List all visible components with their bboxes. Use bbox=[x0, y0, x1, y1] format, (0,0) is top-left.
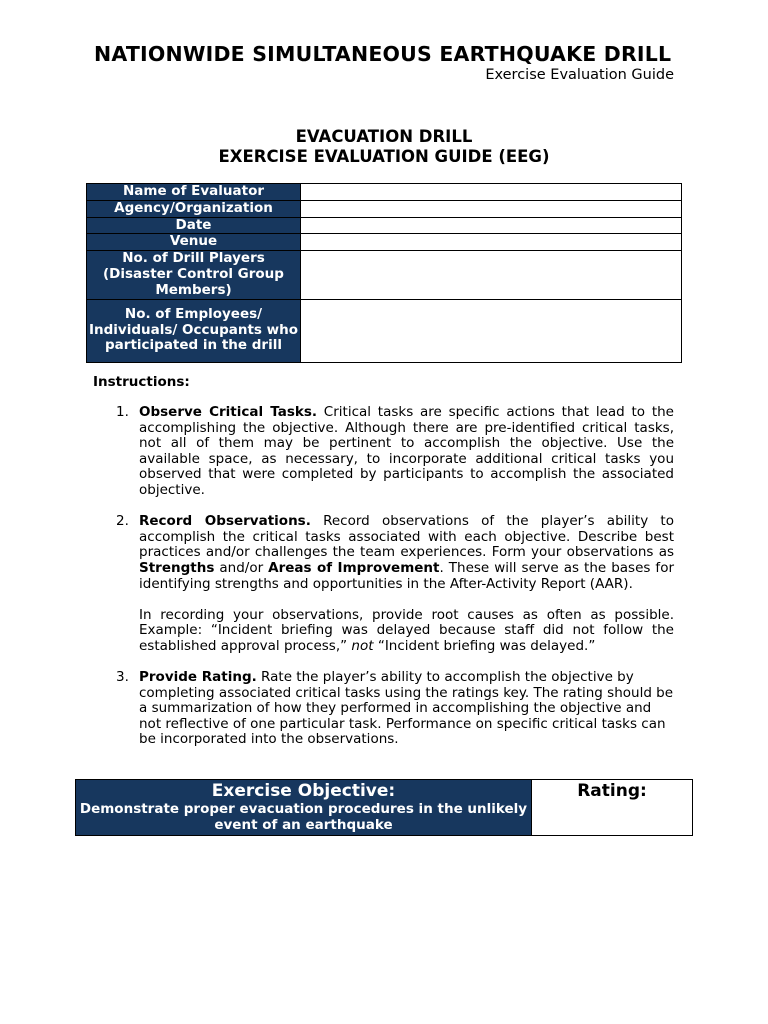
evaluator-name-field[interactable] bbox=[301, 184, 682, 201]
page-title: NATIONWIDE SIMULTANEOUS EARTHQUAKE DRILL bbox=[94, 42, 672, 66]
step-text: . These will serve as the bases for identifying strengths and opportunities in the After-Activity Report (AAR). bbox=[139, 559, 674, 592]
rating-label: Rating: bbox=[577, 781, 647, 801]
drill-players-label: No. of Drill Players (Disaster Control Group Members) bbox=[87, 251, 301, 299]
table-row bbox=[87, 234, 682, 251]
step-title: Record Observations. bbox=[139, 513, 311, 530]
list-item bbox=[112, 670, 674, 748]
strengths-term: Strengths bbox=[139, 559, 215, 576]
table-row bbox=[87, 200, 682, 217]
emphasis-not: not bbox=[351, 637, 374, 654]
venue-field[interactable] bbox=[301, 234, 682, 251]
evaluator-name-label: Name of Evaluator bbox=[87, 184, 301, 201]
step-number: 2. bbox=[116, 513, 129, 530]
objective-title: Exercise Objective: bbox=[211, 781, 396, 801]
table-row bbox=[87, 299, 682, 362]
step-paragraph bbox=[139, 405, 674, 499]
step-paragraph bbox=[139, 670, 674, 748]
venue-label: Venue bbox=[87, 234, 301, 251]
date-label: Date bbox=[87, 217, 301, 234]
drill-heading bbox=[0, 127, 768, 167]
list-item bbox=[112, 514, 674, 654]
agency-field[interactable] bbox=[301, 200, 682, 217]
date-field[interactable] bbox=[301, 217, 682, 234]
step-text: Rate the player’s ability to accomplish the objective by completing associated critical tasks using the ratings key. The rating should be a summarization of how they performed in accomplishing the objective and not reflective of one particular task. Performance on specific critical tasks can be incorporated into the observations. bbox=[139, 669, 674, 748]
step-number: 3. bbox=[116, 669, 129, 686]
step-text: In recording your observations, provide root causes as often as possible. Example: “Incident briefing was delayed because staff did not follow the established approval process,” bbox=[139, 606, 674, 654]
step-text: “Incident briefing was delayed.” bbox=[373, 637, 596, 654]
step-title: Observe Critical Tasks. bbox=[139, 404, 318, 420]
drill-players-field[interactable] bbox=[301, 251, 682, 299]
page-subtitle: Exercise Evaluation Guide bbox=[485, 67, 674, 83]
drill-heading-line1: EVACUATION DRILL bbox=[295, 127, 473, 146]
step-text: and/or bbox=[214, 559, 269, 576]
instructions-label: Instructions: bbox=[93, 374, 190, 390]
step-paragraph bbox=[139, 514, 674, 592]
objective-text: Demonstrate proper evacuation procedures in the unlikely event of an earthquake bbox=[79, 801, 528, 833]
drill-heading-line2: EXERCISE EVALUATION GUIDE (EEG) bbox=[218, 147, 550, 166]
step-text: Record observations of the player’s ability to accomplish the critical tasks associated with each objective. Describe best practices and/or challenges the team experiences. Form your observations as bbox=[139, 513, 674, 561]
agency-label: Agency/Organization bbox=[87, 200, 301, 217]
table-row bbox=[87, 184, 682, 201]
step-title: Provide Rating. bbox=[139, 669, 257, 686]
improvement-term: Areas of Improvement bbox=[268, 559, 440, 576]
evaluator-info-table bbox=[86, 183, 682, 363]
participants-label: No. of Employees/ Individuals/ Occupants who participated in the drill bbox=[87, 299, 301, 362]
rating-cell[interactable] bbox=[532, 780, 692, 835]
table-row bbox=[87, 251, 682, 299]
list-item bbox=[112, 405, 674, 499]
table-row bbox=[87, 217, 682, 234]
step-number: 1. bbox=[116, 404, 129, 420]
step-paragraph bbox=[139, 608, 674, 655]
instruction-steps bbox=[112, 405, 674, 748]
step-text: Critical tasks are specific actions that lead to the accomplishing the objective. Although there are pre-identified critical tasks, not all of them may be pertinent to accomplish the objective. Use the available space, as necessary, to incorporate additional critical tasks you observed that were completed by participants to accomplish the associated objective. bbox=[139, 404, 674, 498]
participants-field[interactable] bbox=[301, 299, 682, 362]
objective-table bbox=[75, 779, 693, 836]
objective-cell bbox=[76, 780, 532, 835]
